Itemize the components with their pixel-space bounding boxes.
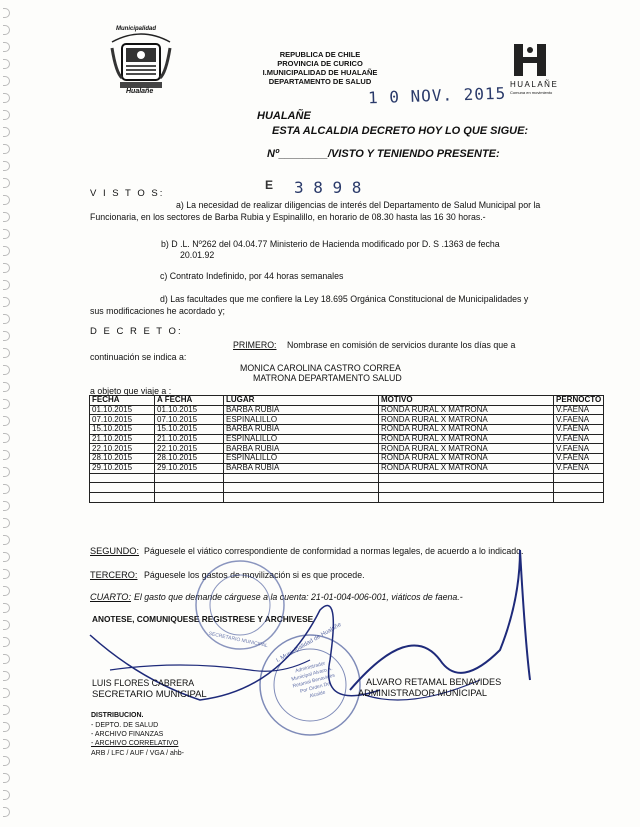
- binder-hole: [3, 59, 10, 69]
- binder-hole: [3, 620, 10, 630]
- table-cell: [554, 483, 604, 493]
- table-cell: V.FAENA: [554, 405, 604, 415]
- table-row: [90, 473, 604, 483]
- distribution-item-1: - DEPTO. DE SALUD: [91, 722, 159, 729]
- binder-hole: [3, 246, 10, 256]
- table-cell: V.FAENA: [554, 463, 604, 473]
- table-cell: [224, 483, 379, 493]
- tercero-label: TERCERO:: [90, 570, 138, 580]
- decree-number-stamp: 3 8 9 8: [294, 178, 362, 197]
- binder-hole: [3, 739, 10, 749]
- table-cell: 22.10.2015: [155, 444, 224, 454]
- binder-hole: [3, 722, 10, 732]
- table-cell: [554, 492, 604, 502]
- number-stamp-prefix: E: [265, 178, 274, 192]
- table-cell: 22.10.2015: [90, 444, 155, 454]
- binder-hole: [3, 178, 10, 188]
- table-cell: RONDA RURAL X MATRONA: [379, 405, 554, 415]
- crest-top-text: Municipalidad: [116, 26, 157, 32]
- table-cell: 01.10.2015: [155, 405, 224, 415]
- table-cell: [90, 492, 155, 502]
- col-motivo: MOTIVO: [379, 396, 554, 406]
- binder-hole: [3, 229, 10, 239]
- signature-strokes: [80, 540, 560, 740]
- decree-place: HUALAÑE: [257, 110, 311, 122]
- table-cell: V.FAENA: [554, 454, 604, 464]
- table-cell: BARBA RUBIA: [224, 444, 379, 454]
- table-cell: RONDA RURAL X MATRONA: [379, 454, 554, 464]
- binder-hole: [3, 76, 10, 86]
- binder-hole: [3, 688, 10, 698]
- col-fecha: FECHA: [90, 396, 155, 406]
- header-block: [180, 50, 460, 86]
- table-cell: 29.10.2015: [90, 463, 155, 473]
- binder-hole: [3, 263, 10, 273]
- table-cell: [379, 483, 554, 493]
- table-row: [90, 454, 604, 464]
- primero-text-cont: continuación se indica a:: [90, 352, 187, 362]
- binder-hole: [3, 433, 10, 443]
- table-row: [90, 425, 604, 435]
- vistos-d-cont: sus modificaciones he acordado y;: [90, 306, 225, 316]
- binder-hole: [3, 314, 10, 324]
- table-cell: ESPINALILLO: [224, 434, 379, 444]
- binder-hole: [3, 195, 10, 205]
- table-cell: [90, 483, 155, 493]
- commissioned-person: MONICA CAROLINA CASTRO CORREA: [240, 363, 401, 373]
- header-line-3: I.MUNICIPALIDAD DE HUALAÑE: [262, 68, 378, 77]
- binder-hole: [3, 773, 10, 783]
- binder-holes: [0, 0, 16, 827]
- binder-hole: [3, 705, 10, 715]
- primero-text: Nombrase en comisión de servicios durante los días que a: [287, 340, 516, 350]
- binder-hole: [3, 484, 10, 494]
- binder-hole: [3, 756, 10, 766]
- binder-hole: [3, 654, 10, 664]
- table-cell: 21.10.2015: [90, 434, 155, 444]
- table-cell: 07.10.2015: [155, 415, 224, 425]
- binder-hole: [3, 637, 10, 647]
- administrator-title: ADMINISTRADOR MUNICIPAL: [358, 688, 487, 698]
- vistos-label: V I S T O S:: [90, 188, 165, 199]
- table-cell: 21.10.2015: [155, 434, 224, 444]
- administrator-name: ALVARO RETAMAL BENAVIDES: [366, 677, 502, 687]
- table-header-row: [90, 396, 604, 406]
- table-cell: BARBA RUBIA: [224, 405, 379, 415]
- vistos-d: d) Las facultades que me confiere la Ley 18.695 Orgánica Constitucional de Municipalidades y: [160, 294, 529, 304]
- municipal-crest-logo: [106, 28, 176, 96]
- table-row: [90, 492, 604, 502]
- table-cell: RONDA RURAL X MATRONA: [379, 415, 554, 425]
- table-cell: RONDA RURAL X MATRONA: [379, 463, 554, 473]
- table-cell: V.FAENA: [554, 434, 604, 444]
- hualane-logo-tagline: Comuna en movimiento: [510, 90, 553, 95]
- table-cell: RONDA RURAL X MATRONA: [379, 434, 554, 444]
- anotese-line: ANOTESE, COMUNIQUESE REGISTRESE Y ARCHIVESE: [92, 614, 314, 624]
- distribution-initials: ARB / LFC / AUF / VGA / ahb-: [91, 750, 184, 757]
- binder-hole: [3, 552, 10, 562]
- travel-label: a objeto que viaje a :: [90, 386, 172, 396]
- binder-hole: [3, 518, 10, 528]
- table-row: [90, 463, 604, 473]
- table-cell: [90, 473, 155, 483]
- crest-bottom-text: Hualañe: [126, 88, 154, 95]
- decreto-label: D E C R E T O:: [90, 326, 183, 337]
- table-cell: 07.10.2015: [90, 415, 155, 425]
- binder-hole: [3, 467, 10, 477]
- binder-hole: [3, 535, 10, 545]
- binder-hole: [3, 93, 10, 103]
- binder-hole: [3, 144, 10, 154]
- cuarto-label: CUARTO:: [90, 592, 132, 602]
- administrator-seal-outer-text: I. Municipalidad de Hualañe: [275, 621, 343, 665]
- binder-hole: [3, 280, 10, 290]
- table-row: [90, 405, 604, 415]
- binder-hole: [3, 297, 10, 307]
- binder-hole: [3, 603, 10, 613]
- date-stamp: 1 0 NOV. 2015: [367, 83, 507, 108]
- table-cell: [554, 473, 604, 483]
- binder-hole: [3, 790, 10, 800]
- commission-table: [89, 395, 604, 503]
- col-lugar: LUGAR: [224, 396, 379, 406]
- administrator-seal-inner-text: Administrador Municipal Alvaro A. Retamal Benavides Por Orden Del Alcalde: [290, 660, 336, 700]
- col-a-fecha: A FECHA: [155, 396, 224, 406]
- binder-hole: [3, 331, 10, 341]
- binder-hole: [3, 586, 10, 596]
- table-cell: V.FAENA: [554, 425, 604, 435]
- binder-hole: [3, 127, 10, 137]
- secretary-seal-text: SECRETARIO MUNICIPAL: [208, 630, 269, 650]
- table-cell: [224, 492, 379, 502]
- table-cell: 28.10.2015: [155, 454, 224, 464]
- binder-hole: [3, 416, 10, 426]
- distribution-title: DISTRIBUCION.: [91, 712, 144, 719]
- table-cell: 29.10.2015: [155, 463, 224, 473]
- table-cell: 15.10.2015: [90, 425, 155, 435]
- distribution-item-2: - ARCHIVO FINANZAS: [91, 731, 164, 738]
- segundo-text: Páguesele el viático correspondiente de conformidad a normas legales, de acuerdo a lo indicado.: [144, 546, 524, 556]
- decree-number-line: Nº________/VISTO Y TENIENDO PRESENTE:: [267, 148, 500, 160]
- primero-label: PRIMERO:: [233, 340, 277, 350]
- binder-hole: [3, 501, 10, 511]
- binder-hole: [3, 569, 10, 579]
- binder-hole: [3, 450, 10, 460]
- table-cell: [155, 492, 224, 502]
- table-row: [90, 415, 604, 425]
- table-cell: ESPINALILLO: [224, 415, 379, 425]
- table-cell: [224, 473, 379, 483]
- table-cell: [379, 492, 554, 502]
- header-line-4: DEPARTAMENTO DE SALUD: [268, 77, 372, 86]
- secretary-name: LUIS FLORES CABRERA: [92, 678, 195, 688]
- decree-heading: ESTA ALCALDIA DECRETO HOY LO QUE SIGUE:: [272, 125, 529, 137]
- binder-hole: [3, 42, 10, 52]
- table-row: [90, 483, 604, 493]
- commissioned-role: MATRONA DEPARTAMENTO SALUD: [253, 373, 402, 383]
- table-cell: BARBA RUBIA: [224, 463, 379, 473]
- table-row: [90, 444, 604, 454]
- binder-hole: [3, 212, 10, 222]
- table-cell: RONDA RURAL X MATRONA: [379, 425, 554, 435]
- table-cell: V.FAENA: [554, 444, 604, 454]
- table-cell: [155, 473, 224, 483]
- binder-hole: [3, 110, 10, 120]
- table-row: [90, 434, 604, 444]
- header-line-2: PROVINCIA DE CURICO: [277, 59, 363, 68]
- binder-hole: [3, 399, 10, 409]
- binder-hole: [3, 807, 10, 817]
- header-line-1: REPUBLICA DE CHILE: [279, 50, 361, 59]
- vistos-b: b) D .L. Nº262 del 04.04.77 Ministerio de Hacienda modificado por D. S .1363 de fecha: [161, 239, 500, 249]
- segundo-label: SEGUNDO:: [90, 546, 140, 556]
- tercero-text: Páguesele los gastos de movilización si es que procede.: [144, 570, 365, 580]
- table-cell: 01.10.2015: [90, 405, 155, 415]
- binder-hole: [3, 671, 10, 681]
- binder-hole: [3, 8, 10, 18]
- table-cell: ESPINALILLO: [224, 454, 379, 464]
- table-cell: 15.10.2015: [155, 425, 224, 435]
- table-cell: RONDA RURAL X MATRONA: [379, 444, 554, 454]
- cuarto-text: El gasto que demande cárguese a la cuenta: 21-01-004-006-001, viáticos de faena.-: [134, 592, 463, 602]
- hualane-h-logo: [510, 42, 550, 78]
- vistos-a: a) La necesidad de realizar diligencias de interés del Departamento de Salud Municipal por la: [176, 200, 541, 210]
- secretary-title: SECRETARIO MUNICIPAL: [92, 689, 207, 700]
- table-cell: [155, 483, 224, 493]
- table-cell: 28.10.2015: [90, 454, 155, 464]
- table-cell: V.FAENA: [554, 415, 604, 425]
- binder-hole: [3, 365, 10, 375]
- vistos-b-cont: 20.01.92: [180, 250, 215, 260]
- binder-hole: [3, 348, 10, 358]
- vistos-a-cont: Funcionaria, en los sectores de Barba Rubia y Espinalillo, en horario de 08.30 hasta las 16 30 horas.-: [90, 212, 486, 222]
- table-cell: BARBA RUBIA: [224, 425, 379, 435]
- col-pernocto: PERNOCTO: [554, 396, 604, 406]
- binder-hole: [3, 161, 10, 171]
- table-cell: [379, 473, 554, 483]
- vistos-c: c) Contrato Indefinido, por 44 horas semanales: [160, 271, 344, 281]
- hualane-logo-name: HUALAÑE: [510, 80, 559, 89]
- binder-hole: [3, 382, 10, 392]
- binder-hole: [3, 25, 10, 35]
- distribution-item-3: - ARCHIVO CORRELATIVO: [91, 740, 179, 747]
